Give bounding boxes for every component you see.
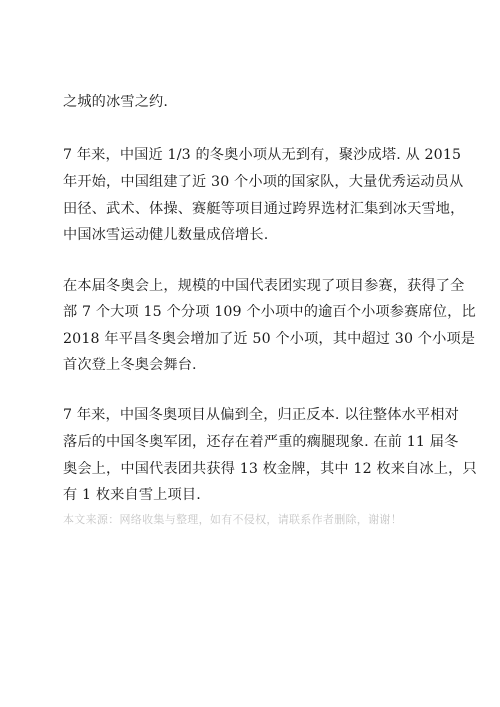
text-line: 7 年来，中国冬奥项目从偏到全，归正反本. 以往整体水平相对 [63,407,459,423]
text-line: 在本届冬奥会上，规模的中国代表团实现了项目参赛，获得了全 [63,278,465,294]
text-line: 年开始，中国组建了近 30 个小项的国家队，大量优秀运动员从 [63,174,464,190]
text-line: 田径、武术、体操、赛艇等项目通过跨界选材汇集到冰天雪地， [63,201,465,217]
text-line: 有 1 枚来自雪上项目. [63,487,201,503]
text-line: 2018 年平昌冬奥会增加了近 50 个小项，其中超过 30 个小项是 [63,331,476,347]
text-line: 落后的中国冬奥军团，还存在着严重的瘸腿现象. 在前 11 届冬 [63,434,459,450]
text-line: 中国冰雪运动健儿数量成倍增长. [63,227,269,243]
text-line: 之城的冰雪之约. [63,94,169,110]
text-line: 7 年来，中国近 1/3 的冬奥小项从无到有，聚沙成塔. 从 2015 [63,147,462,163]
text-line: 奥会上，中国代表团共获得 13 枚金牌，其中 12 枚来自冰上，只 [63,461,477,477]
source-note: 本文来源：网络收集与整理，如有不侵权，请联系作者删除，谢谢！ [63,513,402,526]
text-line: 首次登上冬奥会舞台. [63,357,197,373]
text-line: 部 7 个大项 15 个分项 109 个小项中的逾百个小项参赛席位，比 [63,304,476,320]
